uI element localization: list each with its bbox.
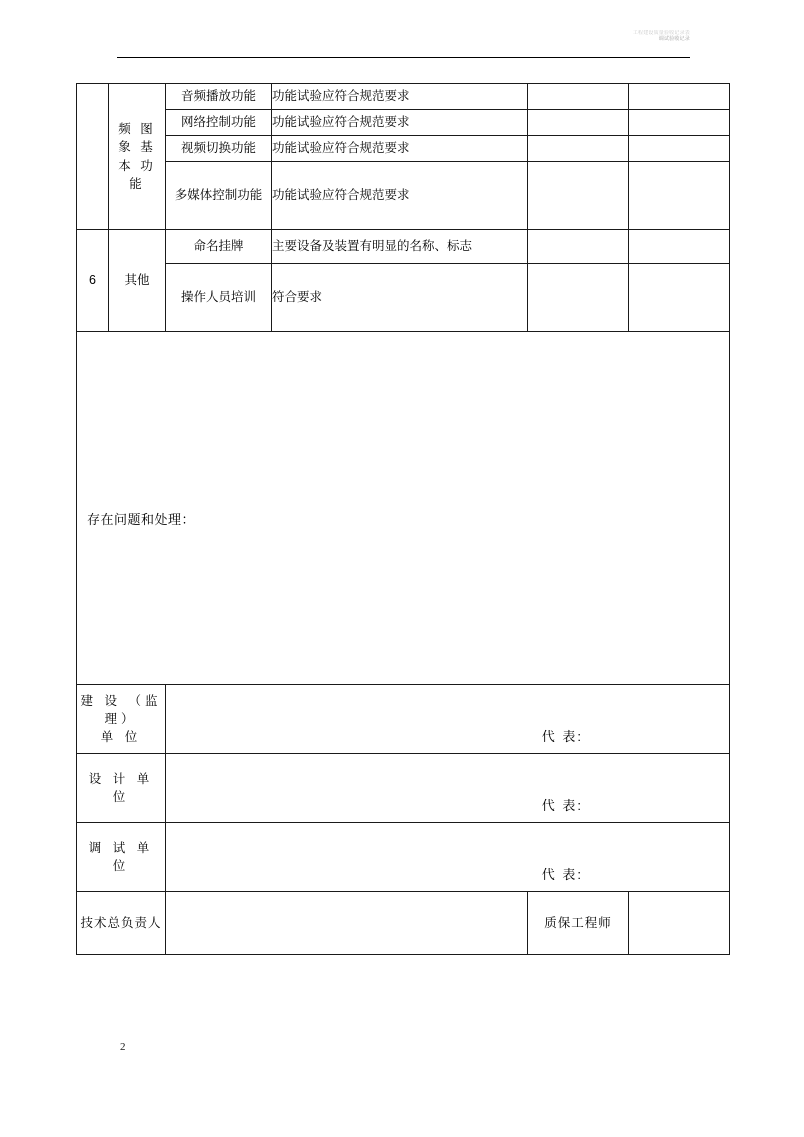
cell-requirement-audio-playback: 功能试验应符合规范要求 (272, 84, 528, 110)
header-divider-rule (117, 57, 690, 58)
cell-empty-col5[interactable] (528, 84, 629, 110)
cell-empty-col5[interactable] (528, 230, 629, 264)
cell-empty-col6[interactable] (629, 230, 730, 264)
cell-item-network-control: 网络控制功能 (166, 110, 272, 136)
cell-requirement-operator-training: 符合要求 (272, 264, 528, 332)
cell-design-unit-signature[interactable] (166, 754, 730, 823)
label-line-1: 建 设 （监理） (80, 693, 162, 726)
table-row-signature (77, 685, 730, 754)
label-commissioning-unit (77, 823, 166, 892)
table-row-technical-leads (77, 892, 730, 955)
category-char-line: 象 基 (118, 140, 156, 155)
label-line-1: 设 计 单 位 (88, 771, 154, 804)
table-row (77, 84, 730, 110)
cell-group1-category (109, 84, 166, 230)
cell-group2-category: 其他 (109, 230, 166, 332)
table-row-notes (77, 332, 730, 685)
cell-empty-col6[interactable] (629, 84, 730, 110)
cell-empty-col5[interactable] (528, 162, 629, 230)
page-header (117, 30, 690, 58)
label-construction-supervision-unit (77, 685, 166, 754)
table-row (77, 110, 730, 136)
cell-quality-assurance-engineer-value[interactable] (629, 892, 730, 955)
cell-empty-col5[interactable] (528, 264, 629, 332)
item-text-operator-training: 操作人员培训 (180, 289, 256, 304)
table-row-signature (77, 823, 730, 892)
cell-empty-col6[interactable] (629, 264, 730, 332)
representative-label: 代 表: (541, 798, 583, 814)
label-chief-technical-officer: 技术总负责人 (77, 892, 166, 955)
cell-item-video-switching: 视频切换功能 (166, 136, 272, 162)
cell-requirement-naming-plate: 主要设备及装置有明显的名称、标志 (272, 230, 528, 264)
cell-chief-technical-officer-value[interactable] (166, 892, 528, 955)
cell-group1-number (77, 84, 109, 230)
label-design-unit (77, 754, 166, 823)
table-row (77, 162, 730, 230)
cell-empty-col5[interactable] (528, 110, 629, 136)
category-char-line: 能 (129, 176, 145, 191)
header-watermark-note (570, 30, 690, 42)
cell-requirement-video-switching: 功能试验应符合规范要求 (272, 136, 528, 162)
cell-construction-supervision-signature[interactable] (166, 685, 730, 754)
cell-item-naming-plate: 命名挂牌 (166, 230, 272, 264)
inspection-record-table (76, 83, 730, 955)
cell-item-operator-training (166, 264, 272, 332)
cell-commissioning-unit-signature[interactable] (166, 823, 730, 892)
label-line-1: 调 试 单 位 (88, 840, 154, 873)
table-row (77, 230, 730, 264)
header-note-line-2: 调试验收记录 (658, 36, 690, 42)
cell-requirement-multimedia-control: 功能试验应符合规范要求 (272, 162, 528, 230)
cell-item-multimedia-control (166, 162, 272, 230)
representative-label: 代 表: (541, 867, 583, 883)
cell-item-audio-playback: 音频播放功能 (166, 84, 272, 110)
table-row (77, 264, 730, 332)
category-char-line: 本 功 (118, 158, 156, 173)
label-line-2: 单 位 (100, 730, 142, 745)
cell-requirement-network-control: 功能试验应符合规范要求 (272, 110, 528, 136)
header-note-line-1: 工程建设质量验收记录表 (632, 30, 690, 36)
cell-empty-col5[interactable] (528, 136, 629, 162)
item-text-multimedia-control: 多媒体控制功能 (174, 187, 263, 202)
cell-notes-area[interactable] (77, 332, 730, 685)
category-char-line: 频 图 (118, 122, 156, 137)
representative-label: 代 表: (541, 729, 583, 745)
table-row-signature (77, 754, 730, 823)
cell-group2-number: 6 (77, 230, 109, 332)
cell-empty-col6[interactable] (629, 110, 730, 136)
cell-empty-col6[interactable] (629, 162, 730, 230)
table-row (77, 136, 730, 162)
notes-label: 存在问题和处理： (87, 512, 196, 528)
cell-empty-col6[interactable] (629, 136, 730, 162)
page-number: 2 (120, 1041, 126, 1053)
label-quality-assurance-engineer: 质保工程师 (528, 892, 629, 955)
